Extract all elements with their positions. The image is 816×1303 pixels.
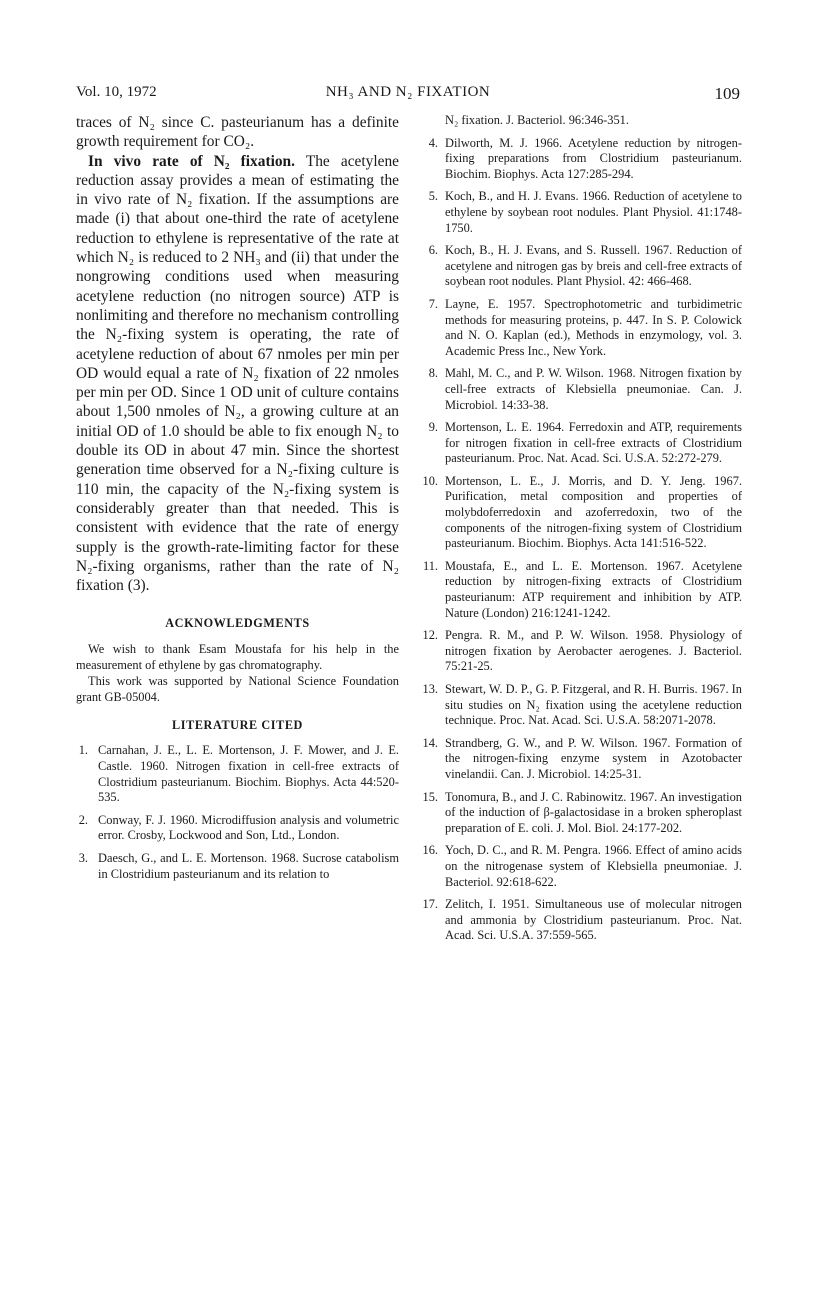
reference-item: 5. Koch, B., and H. J. Evans. 1966. Reduction of acetylene to ethylene by soybean root nodules. Plant Physiol. 41:1748-1750. (428, 189, 742, 235)
acknowledgments-heading: ACKNOWLEDGMENTS (165, 616, 310, 631)
paragraph-intro: traces of N₂ since C. pasteurianum has a definite growth requirement for CO₂. (76, 114, 399, 151)
reference-item: 10. Mortenson, L. E., J. Morris, and D. Y. Jeng. 1967. Purification, metal composition and properties of molybdoferredoxin and azoferredoxin, two of the components of the nitrogen-fixing system of Clostridium pasteurianum. Biochim. Biophys. Acta 141:516-522. (422, 473, 742, 551)
page-number: 109 (714, 84, 740, 103)
paragraph-body: The acetylene reduction assay provides a mean of estimating the in vivo rate of N₂ fixation. If the assumptions are made (i) that about one-third the rate of acetylene reduction to ethylene is representative of the rate at which N₂ is reduced to 2 NH₃ and (ii) that under the nongrowing conditions used when measuring acetylene reduction (no nitrogen source) ATP is nonlimiting and therefore no mechanism controlling the N₂-fixing system is operating, the rate of acetylene reduction of about 67 nmoles per min per OD would equal a rate of N₂ fixation of 22 nmoles per min per OD. Since 1 OD unit of culture contains about 1,500 nmoles of N₂, a growing culture at an initial OD of 1.0 should be able to fix enough N₂ to double its OD in about 47 min. Since the shortest generation time observed for a N₂-fixing culture is 110 min, the capacity of the N₂-fixing system is considerably greater than that needed. This is consistent with evidence that the rate of energy supply is the growth-rate-limiting factor for these N₂-fixing organisms, rather than the rate of N₂ fixation (3). (76, 152, 399, 595)
literature-cited-heading: LITERATURE CITED (172, 718, 303, 733)
paragraph-in-vivo-rate (76, 152, 399, 596)
section-title: In vivo rate of N₂ fixation. (88, 152, 295, 170)
reference-item: 2. Conway, F. J. 1960. Microdiffusion analysis and volumetric error. Crosby, Lockwood and Son, Ltd., London. (78, 812, 399, 843)
reference-item: 17. Zelitch, I. 1951. Simultaneous use of molecular nitrogen and ammonia by Clostridium pasteurianum. Proc. Nat. Acad. Sci. U.S.A. 37:559-565. (422, 897, 742, 943)
funding-text: This work was supported by National Science Foundation grant GB-05004. (76, 674, 399, 705)
volume-label: Vol. 10, 1972 (76, 84, 157, 100)
reference-item: 7. Layne, E. 1957. Spectrophotometric and turbidimetric methods for measuring proteins, p. 447. In S. P. Colowick and N. O. Kaplan (ed.), Methods in enzymology, vol. 3. Academic Press Inc., New York. (428, 296, 742, 358)
reference-item: 1. Carnahan, J. E., L. E. Mortenson, J. F. Mower, and J. E. Castle. 1960. Nitrogen fixation in cell-free extracts of Clostridium pasteurianum. Biochim. Biophys. Acta 44:520-535. (78, 743, 399, 805)
running-title: NH₃ AND N₂ FIXATION (325, 84, 491, 100)
reference-item: 12. Pengra. R. M., and P. W. Wilson. 1958. Physiology of nitrogen fixation by Aerobacter aerogenes. J. Bacteriol. 75:21-25. (422, 628, 742, 674)
reference-item: 11. Moustafa, E., and L. E. Mortenson. 1967. Acetylene reduction by nitrogen-fixing extracts of Clostridium pasteurianum: ATP requirement and inhibition by ATP. Nature (London) 216:1241-1242. (422, 558, 742, 620)
acknowledgment-text: We wish to thank Esam Moustafa for his help in the measurement of ethylene by gas chromatography. (76, 642, 399, 673)
reference-item: 16. Yoch, D. C., and R. M. Pengra. 1966. Effect of amino acids on the nitrogenase system of Klebsiella pneumoniae. J. Bacteriol. 92:618-622. (422, 843, 742, 889)
reference-item: 9. Mortenson, L. E. 1964. Ferredoxin and ATP, requirements for nitrogen fixation in cell-free extracts of Clostridium pasteurianum. Proc. Nat. Acad. Sci. U.S.A. 52:272-279. (428, 420, 742, 466)
running-header (76, 84, 740, 104)
reference-item: 4. Dilworth, M. J. 1966. Acetylene reduction by nitrogen-fixing preparations from Clostridium pasteurianum. Biochim. Biophys. Acta 127:285-294. (428, 135, 742, 181)
reference-item: 14. Strandberg, G. W., and P. W. Wilson. 1967. Formation of the nitrogen-fixing enzyme system in Azotobacter vinelandii. Can. J. Microbiol. 14:25-31. (422, 735, 742, 781)
reference-item: 6. Koch, B., H. J. Evans, and S. Russell. 1967. Reduction of acetylene and nitrogen gas by breis and cell-free extracts of soybean root nodules. Plant Physiol. 42: 466-468. (428, 243, 742, 289)
reference-item: 3. Daesch, G., and L. E. Mortenson. 1968. Sucrose catabolism in Clostridium pasteurianum and its relation to (78, 850, 399, 881)
reference-continuation: N₂ fixation. J. Bacteriol. 96:346-351. (445, 113, 629, 127)
reference-item: 8. Mahl, M. C., and P. W. Wilson. 1968. Nitrogen fixation by cell-free extracts of Klebsiella pneumoniae. Can. J. Microbiol. 14:33-38. (428, 366, 742, 412)
right-column (420, 113, 742, 951)
reference-list-right (420, 136, 742, 944)
reference-list-left (76, 743, 399, 882)
reference-item: 15. Tonomura, B., and J. C. Rabinowitz. 1967. An investigation of the induction of β-galactosidase in a broken spheroplast preparation of E. coli. J. Mol. Biol. 24:177-202. (422, 789, 742, 835)
left-column (76, 113, 399, 889)
reference-item: 13. Stewart, W. D. P., G. P. Fitzgeral, and R. H. Burris. 1967. In situ studies on N₂ fixation using the acetylene reduction technique. Proc. Nat. Acad. Sci. U.S.A. 58:2071-2078. (422, 682, 742, 728)
